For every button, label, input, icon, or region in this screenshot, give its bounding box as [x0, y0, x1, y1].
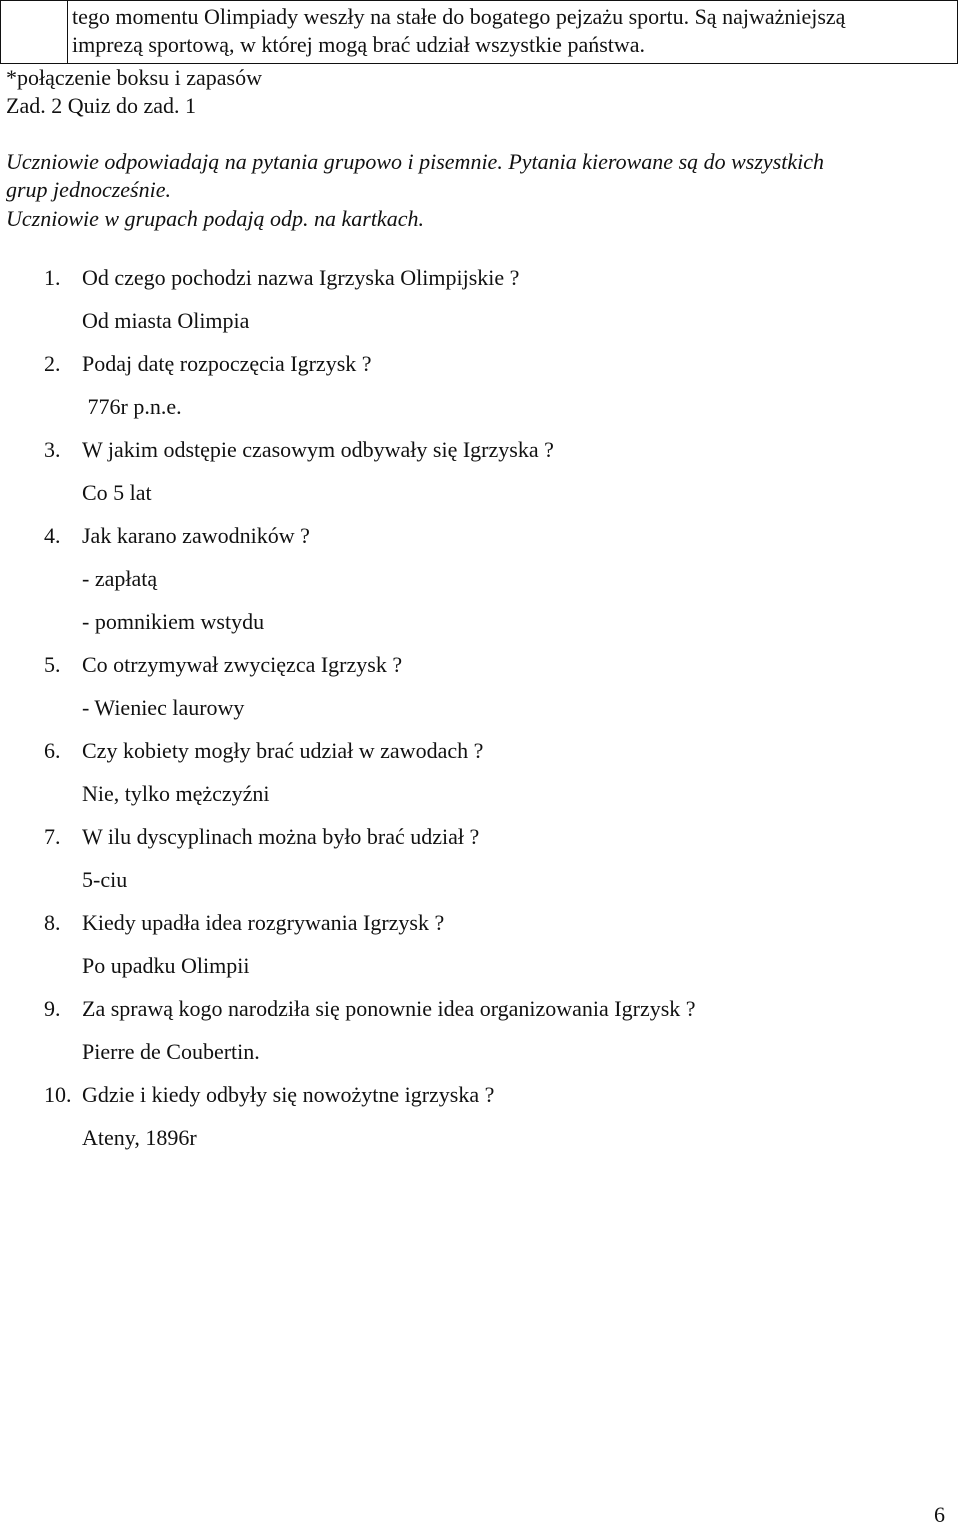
table-text-line-1: tego momentu Olimpiady weszły na stałe do bogatego pejzażu sportu. Są najważniejszą: [72, 4, 846, 29]
lesson-table-row: [0, 0, 958, 64]
question-number: 5.: [44, 652, 61, 677]
question-text: W ilu dyscyplinach można było brać udział ?: [82, 824, 480, 849]
question-number: 9.: [44, 996, 61, 1021]
empty-cell: [1, 1, 68, 64]
question-number: 3.: [44, 437, 61, 462]
table-text-line-2: imprezą sportową, w której mogą brać udział wszystkie państwa.: [72, 32, 646, 57]
answer-text: 5-ciu: [82, 867, 128, 892]
answer-text: Pierre de Coubertin.: [82, 1039, 260, 1064]
question-number: 7.: [44, 824, 61, 849]
question-number: 2.: [44, 351, 61, 376]
answer-text: Ateny, 1896r: [82, 1125, 197, 1150]
footnote: *połączenie boksu i zapasów: [6, 65, 262, 90]
question-text: Podaj datę rozpoczęcia Igrzysk ?: [82, 351, 372, 376]
question-number: 10.: [44, 1082, 72, 1107]
question-text: W jakim odstępie czasowym odbywały się Igrzyska ?: [82, 437, 554, 462]
page-number: 6: [934, 1502, 945, 1527]
instructions-line-1: Uczniowie odpowiadają na pytania grupowo i pisemnie. Pytania kierowane są do wszystkich: [6, 149, 825, 174]
answer-text: Po upadku Olimpii: [82, 953, 250, 978]
answer-text: - Wieniec laurowy: [82, 695, 245, 720]
question-text: Czy kobiety mogły brać udział w zawodach ?: [82, 738, 484, 763]
answer-text: 776r p.n.e.: [82, 394, 182, 419]
question-number: 4.: [44, 523, 61, 548]
answer-text: Nie, tylko mężczyźni: [82, 781, 270, 806]
question-number: 8.: [44, 910, 61, 935]
table-text-cell: [68, 1, 958, 64]
answer-text: Od miasta Olimpia: [82, 308, 250, 333]
question-number: 1.: [44, 265, 61, 290]
question-text: Jak karano zawodników ?: [82, 523, 310, 548]
task-heading: Zad. 2 Quiz do zad. 1: [6, 93, 196, 118]
question-text: Od czego pochodzi nazwa Igrzyska Olimpijskie ?: [82, 265, 520, 290]
answer-text: Co 5 lat: [82, 480, 152, 505]
answer-text: - zapłatą: [82, 566, 158, 591]
question-text: Co otrzymywał zwycięzca Igrzysk ?: [82, 652, 403, 677]
instructions-line-3: Uczniowie w grupach podają odp. na kartkach.: [6, 206, 424, 231]
question-text: Gdzie i kiedy odbyły się nowożytne igrzyska ?: [82, 1082, 495, 1107]
instructions-line-2: grup jednocześnie.: [6, 177, 171, 202]
question-number: 6.: [44, 738, 61, 763]
answer-text: - pomnikiem wstydu: [82, 609, 265, 634]
question-text: Kiedy upadła idea rozgrywania Igrzysk ?: [82, 910, 445, 935]
question-text: Za sprawą kogo narodziła się ponownie idea organizowania Igrzysk ?: [82, 996, 696, 1021]
